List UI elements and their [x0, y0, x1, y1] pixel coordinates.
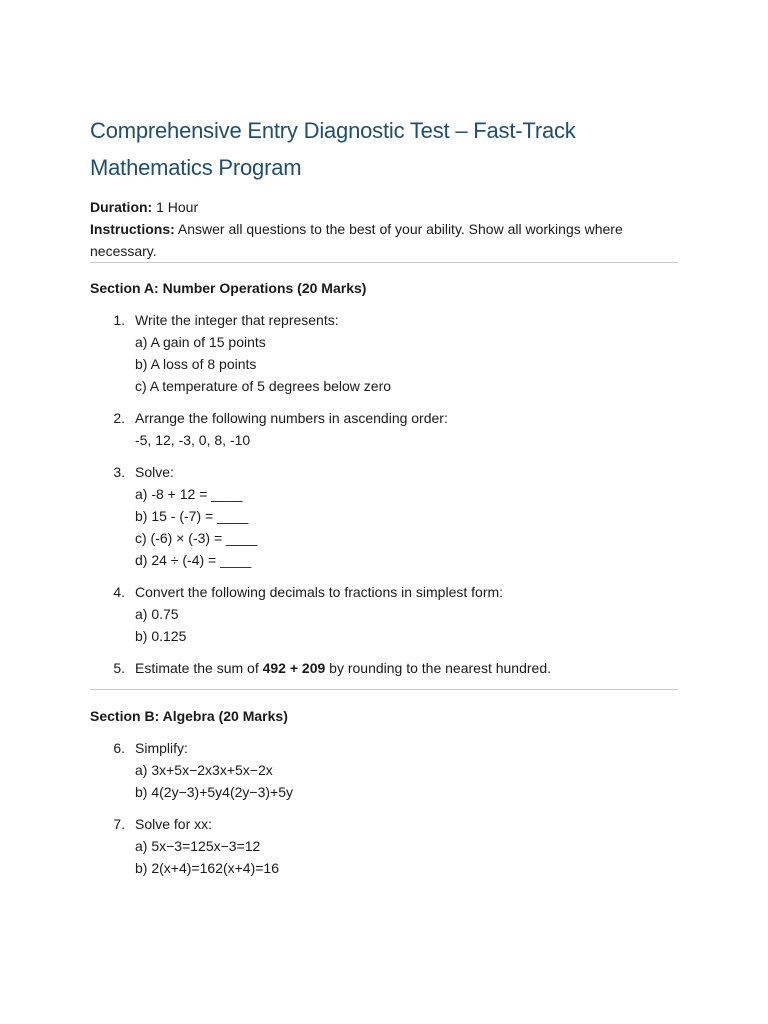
question-body — [135, 737, 678, 803]
question-part: -5, 12, -3, 0, 8, -10 — [135, 432, 251, 448]
question-part: b) 15 - (-7) = ____ — [135, 508, 249, 524]
question-number: 4. — [113, 584, 125, 600]
question-part: a) 0.75 — [135, 606, 179, 622]
question-part: b) A loss of 8 points — [135, 356, 257, 372]
question-2 — [90, 407, 678, 451]
question-number: 5. — [113, 660, 125, 676]
question-7 — [90, 813, 678, 879]
question-part: c) A temperature of 5 degrees below zero — [135, 378, 392, 394]
section-a-title: Section A: Number Operations (20 Marks) — [90, 280, 367, 296]
question-1 — [90, 309, 678, 397]
duration-label: Duration: — [90, 199, 153, 215]
section-a-questions — [90, 309, 678, 679]
question-part: b) 2(x+4)=162(x+4)=16 — [135, 860, 279, 876]
section-divider — [90, 689, 678, 690]
question-prompt: Convert the following decimals to fractions in simplest form: — [135, 584, 504, 600]
question-prompt — [135, 657, 678, 679]
question-body — [135, 309, 678, 397]
question-prompt: Simplify: — [135, 740, 188, 756]
question-body — [135, 461, 678, 571]
prompt-text: by rounding to the nearest hundred. — [325, 660, 551, 676]
prompt-emphasis: 492 + 209 — [262, 660, 326, 676]
instructions-line — [90, 218, 678, 262]
section-b-title: Section B: Algebra (20 Marks) — [90, 708, 288, 724]
question-number: 1. — [113, 312, 125, 328]
question-body — [135, 581, 678, 647]
prompt-text: Estimate the sum of — [135, 660, 263, 676]
document-title: Comprehensive Entry Diagnostic Test – Fast-Track Mathematics Program — [90, 118, 576, 180]
instructions-label: Instructions: — [90, 221, 175, 237]
test-meta — [90, 196, 678, 262]
instructions-value: Answer all questions to the best of your ability. Show all workings where necessary. — [90, 221, 623, 259]
question-4 — [90, 581, 678, 647]
question-number: 2. — [113, 410, 125, 426]
question-part: a) A gain of 15 points — [135, 334, 266, 350]
question-3 — [90, 461, 678, 571]
question-part: b) 4(2y−3)+5y4(2y−3)+5y — [135, 784, 293, 800]
question-part: d) 24 ÷ (-4) = ____ — [135, 552, 252, 568]
section-divider — [90, 262, 678, 263]
question-part: a) 5x−3=125x−3=12 — [135, 838, 261, 854]
question-part: a) -8 + 12 = ____ — [135, 486, 243, 502]
question-prompt: Solve for xx: — [135, 816, 213, 832]
question-prompt: Solve: — [135, 464, 174, 480]
question-prompt: Arrange the following numbers in ascending order: — [135, 410, 448, 426]
question-number: 6. — [113, 740, 125, 756]
question-part: c) (-6) × (-3) = ____ — [135, 530, 258, 546]
duration-line — [90, 196, 678, 218]
question-part: a) 3x+5x−2x3x+5x−2x — [135, 762, 273, 778]
question-body — [135, 657, 678, 679]
question-part: b) 0.125 — [135, 628, 187, 644]
duration-value: 1 Hour — [156, 199, 199, 215]
question-body — [135, 407, 678, 451]
question-prompt: Write the integer that represents: — [135, 312, 339, 328]
question-number: 7. — [113, 816, 125, 832]
question-5 — [90, 657, 678, 679]
question-number: 3. — [113, 464, 125, 480]
question-6 — [90, 737, 678, 803]
section-b-questions — [90, 737, 678, 879]
question-body — [135, 813, 678, 879]
